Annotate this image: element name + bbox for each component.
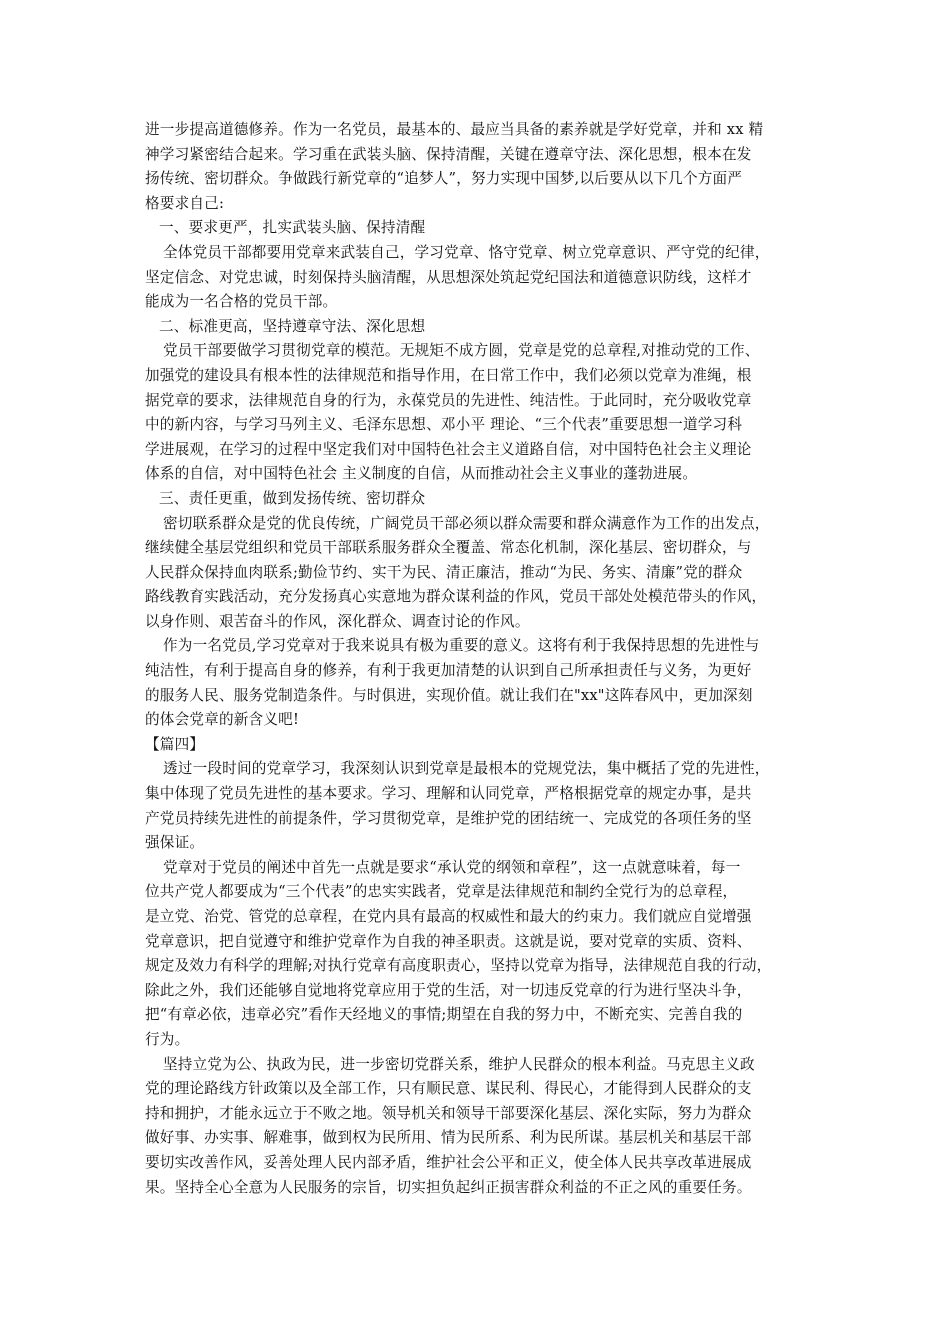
text-line: 强保证。 [145,834,205,852]
text-line: 党章对于党员的阐述中首先一点就是要求“承认党的纲领和章程”，这一点就意味着，每一 [163,858,741,876]
text-line: 集中体现了党员先进性的基本要求。学习、理解和认同党章，严格根据党章的规定办事，是共 [145,785,752,803]
text-line: 果。坚持全心全意为人民服务的宗旨，切实担负起纠正损害群众利益的不正之风的重要任务。 [145,1178,752,1196]
text-line: 一、要求更严，扎实武装头脑、保持清醒 [159,219,426,237]
text-line: 学进展观，在学习的过程中坚定我们对中国特色社会主义道路自信，对中国特色社会主义理论 [145,440,752,458]
text-line: 加强党的建设具有根本性的法律规范和指导作用，在日常工作中，我们必须以党章为准绳，根 [145,366,752,384]
text-line: 作为一名党员,学习党章对于我来说具有极为重要的意义。这将有利于我保持思想的先进性与 [163,637,760,655]
text-line: 进一步提高道德修养。作为一名党员，最基本的、最应当具备的素养就是学好党章，并和 xx 精 [145,121,764,138]
text-line: 党章意识，把自觉遵守和维护党章作为自我的神圣职责。这就是说，要对党章的实质、资料、 [145,932,752,950]
text-line: 把“有章必依，违章必究”看作天经地义的事情;期望在自我的努力中，不断充实、完善自我的 [145,1006,743,1024]
text-line: 坚持立党为公、执政为民，进一步密切党群关系，维护人民群众的根本利益。马克思主义政 [163,1055,755,1073]
text-line: 据党章的要求，法律规范自身的行为，永葆党员的先进性、纯洁性。于此同时，充分吸收党章 [145,391,752,409]
text-line: 位共产党人都要成为“三个代表”的忠实实践者，党章是法律规范和制约全党行为的总章程， [145,883,738,901]
text-line: 要切实改善作风，妥善处理人民内部矛盾，维护社会公平和正义，使全体人民共享改革进展成 [145,1153,752,1171]
text-line: 二、标准更高，坚持遵章守法、深化思想 [159,317,426,335]
text-line: 除此之外，我们还能够自觉地将党章应用于党的生活，对一切违反党章的行为进行坚决斗争， [145,981,752,999]
document-body [145,118,807,1200]
text-line: 【篇四】 [145,735,205,753]
text-line: 行为。 [145,1030,190,1048]
text-line: 三、责任更重，做到发扬传统、密切群众 [159,489,426,507]
text-line: 坚定信念、对党忠诚，时刻保持头脑清醒，从思想深处筑起党纪国法和道德意识防线，这样才 [145,268,752,286]
text-line: 透过一段时间的党章学习，我深刻认识到党章是最根本的党规党法，集中概括了党的先进性， [163,760,770,778]
text-line: 中的新内容，与学习马列主义、毛泽东思想、邓小平 理论、“三个代表”重要思想一道学习科 [145,416,743,434]
text-line: 做好事、办实事、解难事，做到权为民所用、情为民所系、利为民所谋。基层机关和基层干部 [145,1129,752,1147]
text-line: 党员干部要做学习贯彻党章的模范。无规矩不成方圆，党章是党的总章程,对推动党的工作、 [163,342,760,360]
text-line: 能成为一名合格的党员干部。 [145,293,338,311]
text-line: 继续健全基层党组织和党员干部联系服务群众全覆盖、常态化机制，深化基层、密切群众，与 [145,539,752,557]
text-line: 产党员持续先进性的前提条件，学习贯彻党章，是维护党的团结统一、完成党的各项任务的坚 [145,809,752,827]
text-line: 规定及效力有科学的理解;对执行党章有高度职责心，坚持以党章为指导，法律规范自我的行动， [145,957,772,975]
text-line: 全体党员干部都要用党章来武装自己，学习党章、恪守党章、树立党章意识、严守党的纪律， [163,243,770,261]
text-line: 体系的自信，对中国特色社会 主义制度的自信，从而推动社会主义事业的蓬勃进展。 [145,465,698,483]
text-line: 的体会党章的新含义吧! [145,711,300,729]
text-line: 神学习紧密结合起来。学习重在武装头脑、保持清醒，关键在遵章守法、深化思想，根本在发 [145,145,752,163]
text-line: 格要求自己: [145,194,225,212]
text-line: 路线教育实践活动，充分发扬真心实意地为群众谋利益的作风，党员干部处处模范带头的作风， [145,588,767,606]
text-line: 持和拥护，才能永远立于不败之地。领导机关和领导干部要深化基层、深化实际，努力为群众 [145,1104,752,1122]
text-line: 的服务人民、服务党制造条件。与时俱进，实现价值。就让我们在"xx"这阵春风中，更加深刻 [145,686,753,704]
text-line: 是立党、治党、管党的总章程，在党内具有最高的权威性和最大的约束力。我们就应自觉增强 [145,908,752,925]
text-line: 扬传统、密切群众。争做践行新党章的“追梦人”，努力实现中国梦,以后要从以下几个方面严 [145,170,743,188]
text-line: 纯洁性，有利于提高自身的修养，有利于我更加清楚的认识到自己所承担责任与义务，为更好 [145,662,752,680]
text-line: 密切联系群众是党的优良传统，广阔党员干部必须以群众需要和群众满意作为工作的出发点， [163,514,770,532]
text-line: 党的理论路线方针政策以及全部工作，只有顺民意、谋民利、得民心，才能得到人民群众的支 [145,1080,752,1098]
text-line: 以身作则、艰苦奋斗的作风，深化群众、调查讨论的作风。 [145,612,530,630]
text-line: 人民群众保持血肉联系;勤俭节约、实干为民、清正廉洁，推动“为民、务实、清廉”党的群众 [145,563,743,581]
